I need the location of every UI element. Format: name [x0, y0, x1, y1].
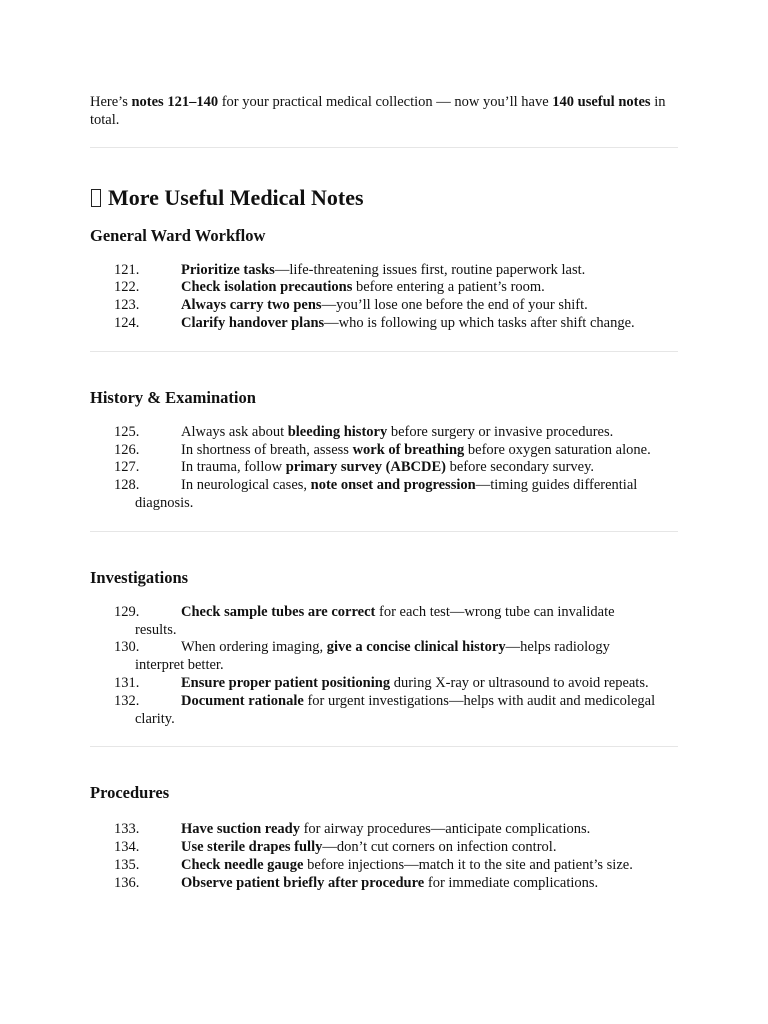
- item-text: When ordering imaging,: [181, 639, 327, 656]
- item-text: —don’t cut corners on infection control.: [322, 839, 557, 856]
- item-bold: Clarify handover plans: [181, 314, 325, 331]
- notes-list: [90, 604, 678, 729]
- item-number: 126.: [114, 441, 140, 458]
- item-number: 134.: [114, 839, 140, 856]
- list-item: [90, 604, 678, 622]
- divider: [90, 746, 678, 747]
- item-text: for each test—wrong tube can invalidate: [375, 603, 615, 620]
- list-item: [90, 675, 678, 693]
- item-number: 133.: [114, 821, 140, 838]
- document-body: [90, 94, 678, 893]
- main-heading-text: More Useful Medical Notes: [108, 184, 364, 210]
- item-number: 129.: [114, 603, 140, 620]
- section-title-general-ward-workflow: General Ward Workflow: [90, 225, 266, 245]
- section-title-history-examination: History & Examination: [90, 387, 256, 407]
- item-number: 135.: [114, 856, 140, 873]
- list-item-continuation: [90, 622, 678, 640]
- notes-list: [90, 424, 678, 513]
- item-bold: Check needle gauge: [181, 856, 304, 873]
- item-text: —timing guides differential: [475, 477, 638, 494]
- item-number: 121.: [114, 261, 140, 278]
- list-item: [90, 279, 678, 297]
- item-text: for airway procedures—anticipate complications.: [299, 821, 591, 838]
- intro-text: for your practical medical collection — now you’ll have: [218, 94, 553, 110]
- list-item: [90, 262, 678, 280]
- divider: [90, 147, 678, 148]
- list-item: [90, 424, 678, 442]
- list-item: [90, 693, 678, 711]
- list-item: [90, 839, 678, 857]
- list-item: [90, 442, 678, 460]
- item-number: 123.: [114, 297, 140, 314]
- item-bold: Observe patient briefly after procedure: [181, 874, 425, 891]
- notes-list: [90, 262, 678, 333]
- list-item: [90, 477, 678, 495]
- divider: [90, 531, 678, 532]
- item-bold: Prioritize tasks: [181, 261, 275, 278]
- item-text: —life-threatening issues first, routine paperwork last.: [274, 261, 586, 278]
- item-bold: Have suction ready: [181, 821, 300, 838]
- item-text: Always ask about: [181, 423, 288, 440]
- section-title-investigations: Investigations: [90, 567, 189, 587]
- item-bold: bleeding history: [287, 423, 388, 440]
- item-text: results.: [135, 621, 177, 638]
- item-number: 131.: [114, 674, 140, 691]
- item-text: In neurological cases,: [181, 477, 311, 494]
- item-text: before entering a patient’s room.: [352, 279, 545, 296]
- item-text: —you’ll lose one before the end of your shift.: [321, 297, 588, 314]
- item-text: diagnosis.: [135, 494, 194, 511]
- item-bold: Document rationale: [181, 692, 304, 709]
- notes-list: [90, 821, 678, 892]
- item-bold: Always carry two pens: [181, 297, 322, 314]
- list-item: [90, 639, 678, 657]
- intro-text: in total.: [90, 94, 666, 128]
- item-text: interpret better.: [135, 657, 224, 674]
- item-number: 128.: [114, 477, 140, 494]
- item-text: before oxygen saturation alone.: [464, 441, 651, 458]
- intro-text: Here’s: [90, 94, 132, 110]
- item-text: In trauma, follow: [181, 459, 286, 476]
- item-number: 136.: [114, 874, 140, 891]
- item-number: 130.: [114, 639, 140, 656]
- item-text: before secondary survey.: [446, 459, 595, 476]
- item-text: during X-ray or ultrasound to avoid repeats.: [390, 674, 649, 691]
- divider: [90, 351, 678, 352]
- item-bold: Use sterile drapes fully: [181, 839, 323, 856]
- item-number: 132.: [114, 692, 140, 709]
- item-text: for urgent investigations—helps with audit and medicolegal: [303, 692, 656, 709]
- list-item: [90, 459, 678, 477]
- list-item-continuation: [90, 495, 678, 513]
- item-text: before surgery or invasive procedures.: [387, 423, 614, 440]
- list-item-continuation: [90, 657, 678, 675]
- section-title-procedures: Procedures: [90, 783, 170, 803]
- intro-paragraph: [90, 94, 678, 130]
- item-number: 125.: [114, 423, 140, 440]
- item-bold: primary survey (ABCDE): [285, 459, 446, 476]
- list-item: [90, 875, 678, 893]
- list-item-continuation: [90, 711, 678, 729]
- item-text: —who is following up which tasks after shift change.: [324, 314, 635, 331]
- item-text: —helps radiology: [505, 639, 610, 656]
- item-bold: work of breathing: [352, 441, 465, 458]
- item-number: 127.: [114, 459, 140, 476]
- intro-bold-total: 140 useful notes: [552, 94, 651, 110]
- main-heading: [90, 185, 678, 211]
- item-text: clarity.: [135, 710, 175, 727]
- list-item: [90, 315, 678, 333]
- item-bold: note onset and progression: [310, 477, 476, 494]
- placeholder-glyph-icon: [91, 189, 101, 207]
- item-bold: Ensure proper patient positioning: [181, 674, 391, 691]
- item-number: 122.: [114, 279, 140, 296]
- item-bold: give a concise clinical history: [326, 639, 506, 656]
- item-bold: Check isolation precautions: [181, 279, 353, 296]
- list-item: [90, 857, 678, 875]
- list-item: [90, 821, 678, 839]
- item-number: 124.: [114, 314, 140, 331]
- item-text: In shortness of breath, assess: [181, 441, 353, 458]
- list-item: [90, 297, 678, 315]
- intro-bold-range: notes 121–140: [131, 94, 219, 110]
- item-bold: Check sample tubes are correct: [181, 603, 376, 620]
- item-text: before injections—match it to the site and patient’s size.: [303, 856, 633, 873]
- item-text: for immediate complications.: [424, 874, 599, 891]
